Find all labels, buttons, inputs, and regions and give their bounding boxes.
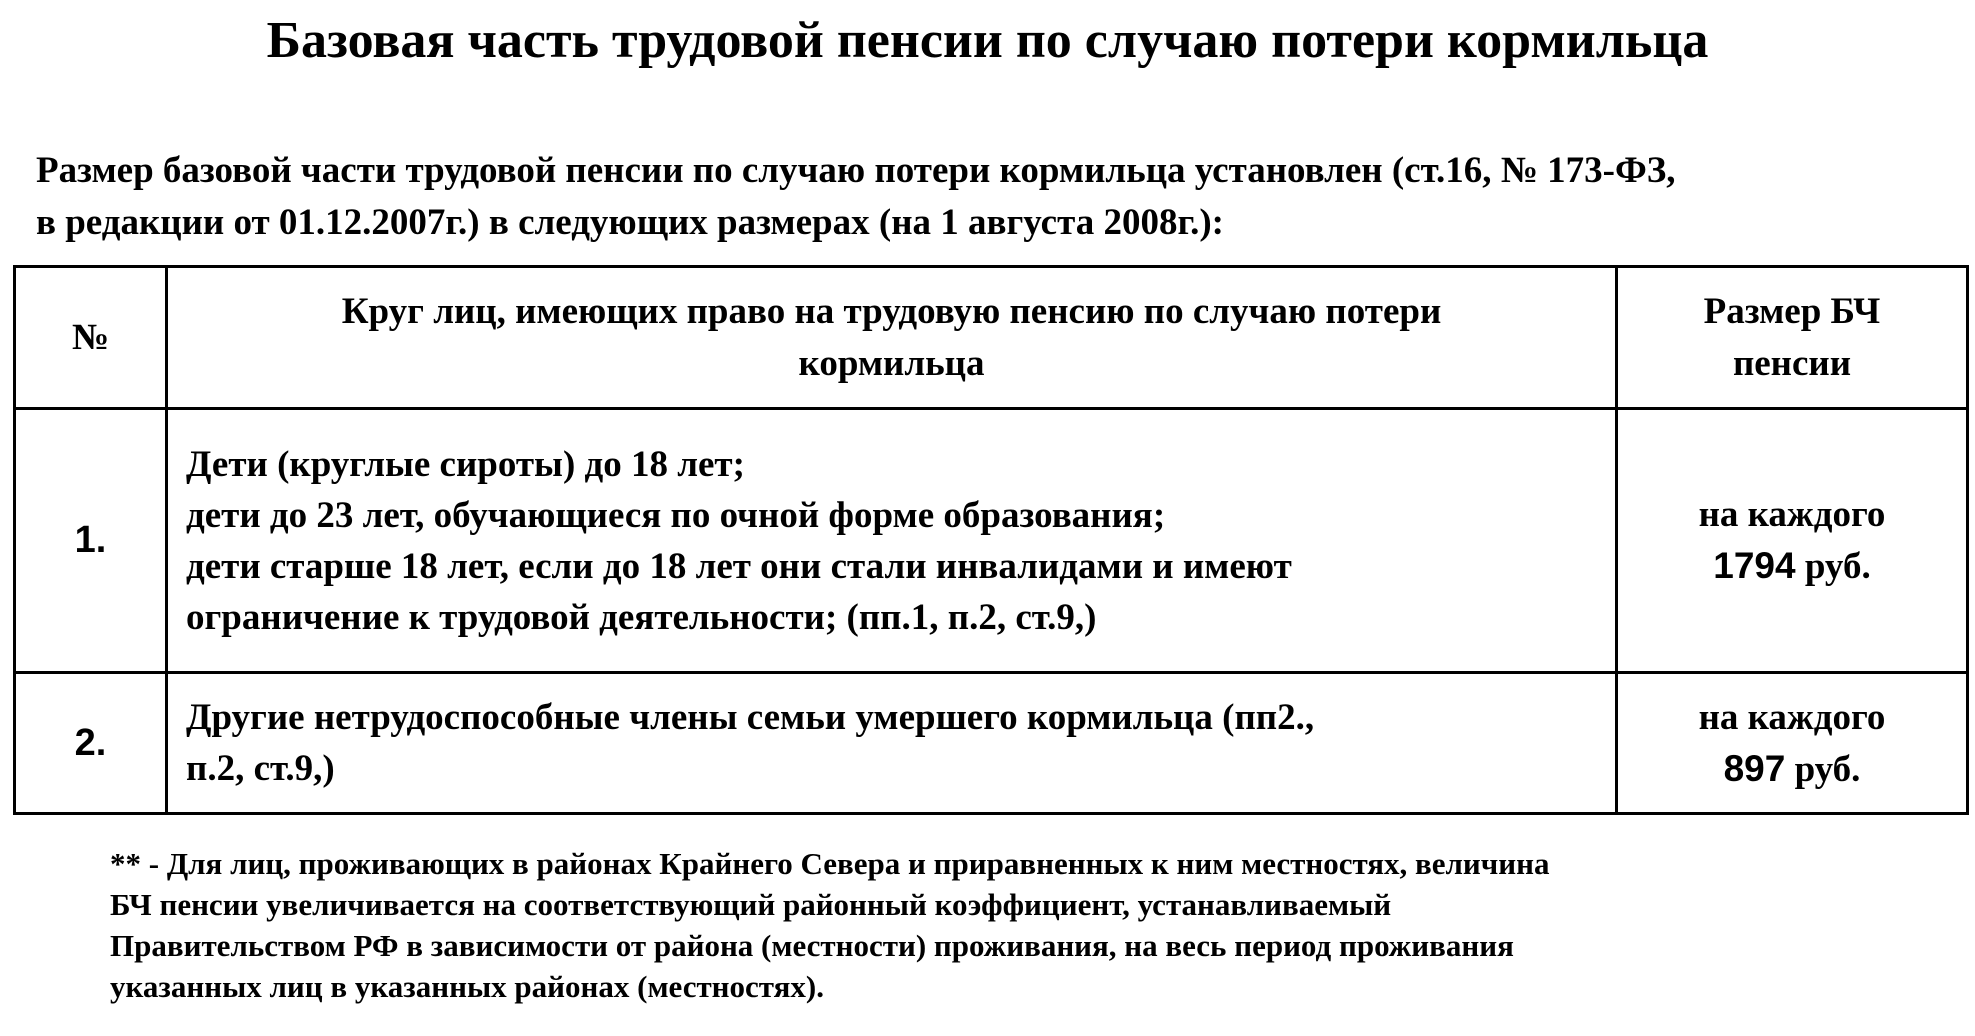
footnote-line: ** - Для лиц, проживающих в районах Крайнего Севера и приравненных к ним местностях, величина <box>110 846 1550 881</box>
header-number: № <box>15 267 167 409</box>
table-header-row <box>15 267 1968 409</box>
pension-table <box>13 265 1969 815</box>
header-persons-line: Круг лиц, имеющих право на трудовую пенсию по случаю потери <box>341 290 1442 332</box>
header-amount-line: пенсии <box>1732 342 1852 384</box>
row-amount-value-line <box>1618 743 1966 795</box>
row-persons-line: дети старше 18 лет, если до 18 лет они стали инвалидами и имеют <box>186 545 1292 587</box>
row-amount-label: на каждого <box>1698 494 1886 535</box>
row-persons-line: ограничение к трудовой деятельности; (пп.1, п.2, ст.9,) <box>186 596 1097 638</box>
header-persons <box>167 267 1617 409</box>
intro-line: Размер базовой части трудовой пенсии по случаю потери кормильца установлен (ст.16, № 173-ФЗ, <box>36 150 1676 191</box>
row-amount-unit: руб. <box>1785 748 1861 790</box>
table-row <box>15 673 1968 814</box>
row-amount-value: 1794 <box>1713 545 1796 586</box>
row-persons <box>167 409 1617 673</box>
row-amount <box>1617 673 1968 814</box>
row-amount-label: на каждого <box>1698 696 1886 738</box>
row-amount <box>1617 409 1968 673</box>
row-number: 1. <box>15 409 167 673</box>
footnote-line: БЧ пенсии увеличивается на соответствующий районный коэффициент, устанавливаемый <box>110 887 1392 922</box>
row-amount-value: 897 <box>1723 747 1786 789</box>
row-persons <box>167 673 1617 814</box>
row-amount-value-line <box>1618 540 1966 592</box>
intro-paragraph <box>36 145 1956 249</box>
page-title: Базовая часть трудовой пенсии по случаю потери кормильца <box>266 12 1709 69</box>
row-persons-line: Дети (круглые сироты) до 18 лет; <box>186 443 745 485</box>
header-amount <box>1617 267 1968 409</box>
row-amount-unit: руб. <box>1795 546 1871 587</box>
footnote-line: Правительством РФ в зависимости от района (местности) проживания, на весь период проживания <box>110 928 1514 963</box>
intro-line: в редакции от 01.12.2007г.) в следующих размерах (на 1 августа 2008г.): <box>36 202 1224 243</box>
row-persons-line: Другие нетрудоспособные члены семьи умершего кормильца (пп2., <box>186 697 1315 738</box>
header-amount-line: Размер БЧ <box>1703 290 1881 332</box>
footnote-line: указанных лиц в указанных районах (местностях). <box>110 969 824 1004</box>
row-number: 2. <box>15 673 167 814</box>
footnote <box>110 843 1930 1007</box>
table-row <box>15 409 1968 673</box>
row-persons-line: дети до 23 лет, обучающиеся по очной форме образования; <box>186 494 1166 536</box>
header-persons-line: кормильца <box>798 342 985 384</box>
row-persons-line: п.2, ст.9,) <box>186 748 335 789</box>
